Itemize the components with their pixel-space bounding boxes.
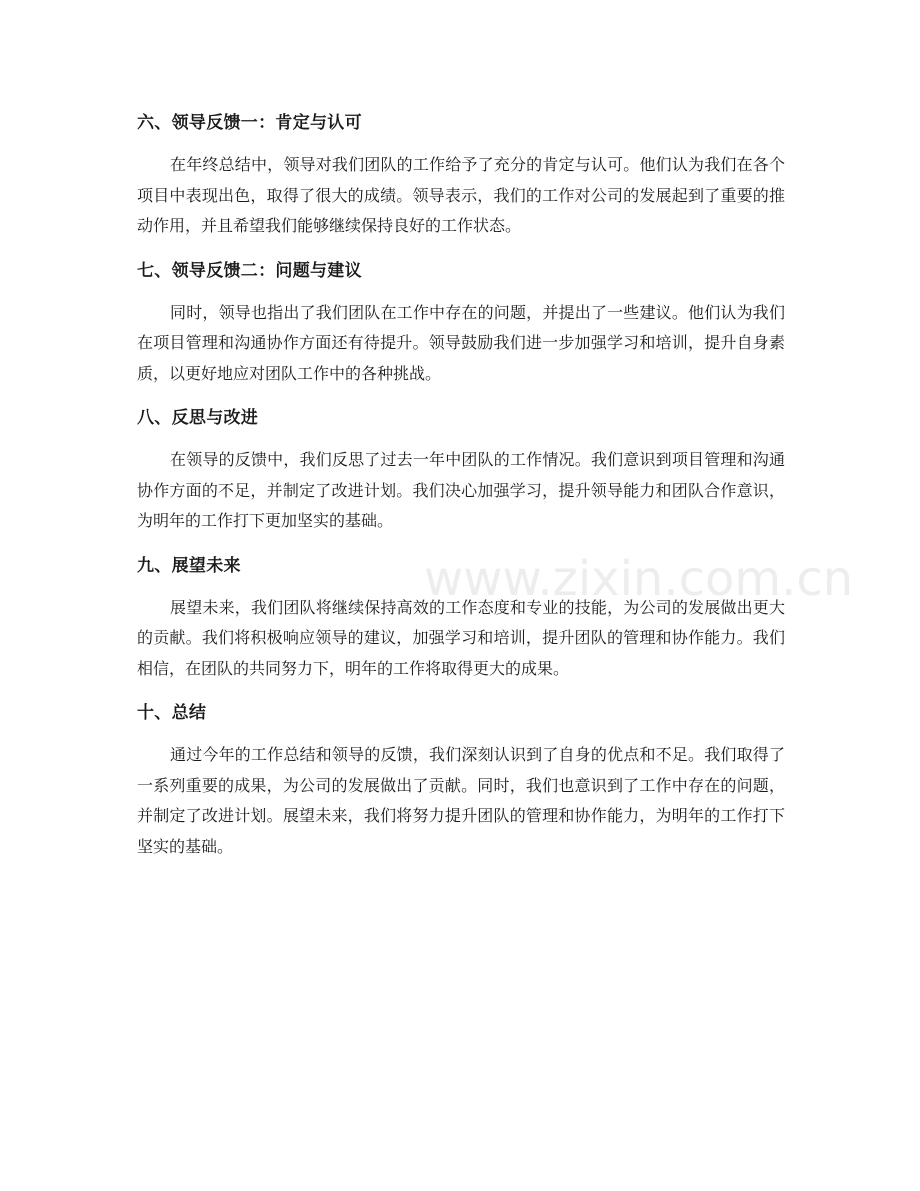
section-heading: 十、总结 — [137, 703, 207, 723]
watermark: www.zixin.com.cn — [424, 551, 854, 607]
section-heading: 六、领导反馈一：肯定与认可 — [137, 113, 362, 133]
section-summary — [137, 698, 785, 862]
section-heading: 七、领导反馈二：问题与建议 — [137, 260, 362, 281]
section-paragraph: 在年终总结中，领导对我们团队的工作给予了充分的肯定与认可。他们认为我们在各个项目中表现出色，取得了很大的成绩。领导表示，我们的工作对公司的发展起到了重要的推动作用，并且希望我们能够继续保持良好的工作状态。 — [137, 155, 785, 235]
section-paragraph: 在领导的反馈中，我们反思了过去一年中团队的工作情况。我们意识到项目管理和沟通协作方面的不足，并制定了改进计划。我们决心加强学习，提升领导能力和团队合作意识，为明年的工作打下更加坚实的基础。 — [137, 450, 785, 530]
section-leader-feedback-issues — [137, 256, 785, 390]
section-leader-feedback-affirmation — [137, 108, 785, 242]
document-body — [137, 108, 854, 876]
section-paragraph: 同时，领导也指出了我们团队在工作中存在的问题，并提出了一些建议。他们认为我们在项目管理和沟通协作方面还有待提升。领导鼓励我们进一步加强学习和培训，提升自身素质，以更好地应对团队工作中的各种挑战。 — [137, 302, 785, 383]
section-heading: 九、展望未来 — [137, 555, 241, 576]
section-heading: 八、反思与改进 — [137, 408, 259, 428]
section-outlook — [137, 551, 785, 685]
section-reflection — [137, 403, 785, 537]
section-paragraph: 通过今年的工作总结和领导的反馈，我们深刻认识到了自身的优点和不足。我们取得了一系列重要的成果，为公司的发展做出了贡献。同时，我们也意识到了工作中存在的问题，并制定了改进计划。展望未来，我们将努力提升团队的管理和协作能力，为明年的工作打下坚实的基础。 — [137, 745, 785, 856]
section-paragraph: 展望未来，我们团队将继续保持高效的工作态度和专业的技能，为公司的发展做出更大的贡献。我们将积极响应领导的建议，加强学习和培训，提升团队的管理和协作能力。我们相信，在团队的共同努力下，明年的工作将取得更大的成果。 — [137, 597, 785, 678]
